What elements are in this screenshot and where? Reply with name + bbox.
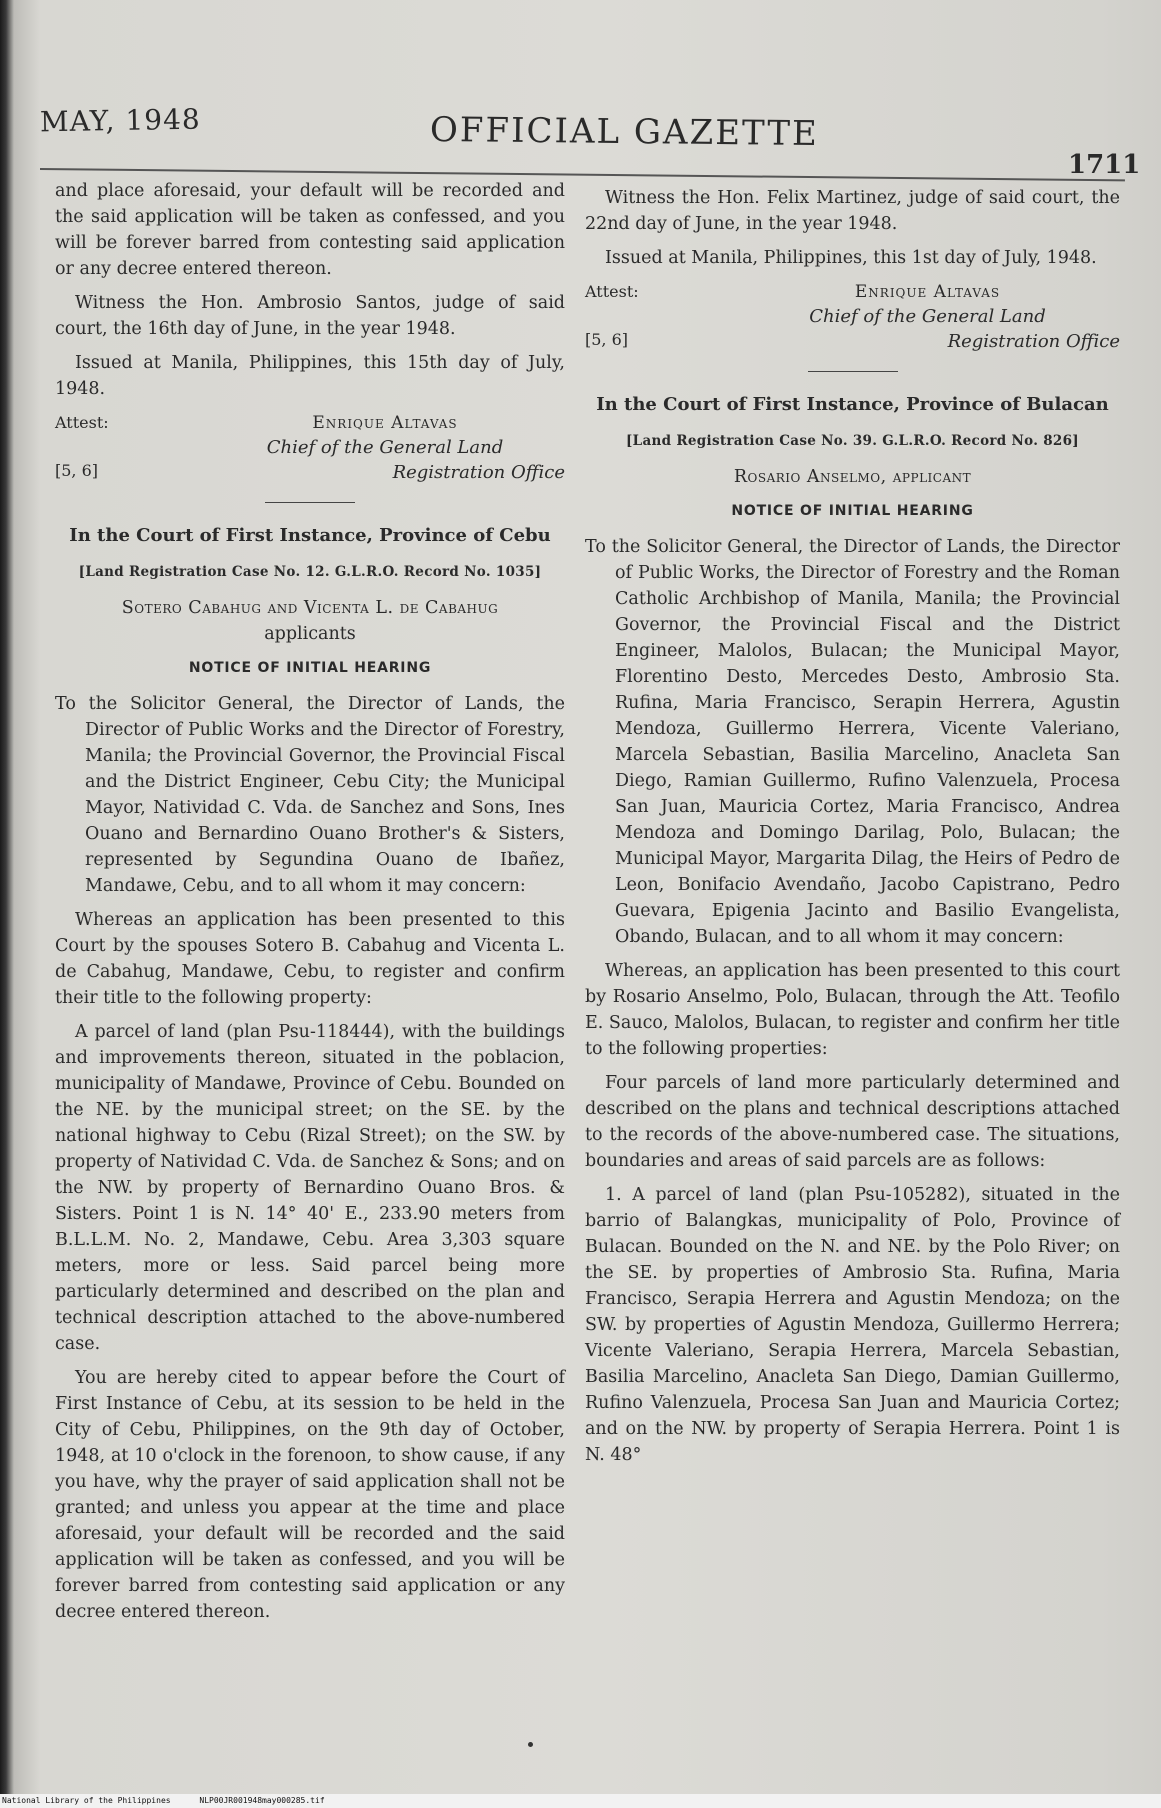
right-registrar-name: Enrique Altavas (854, 282, 1001, 302)
right-attest-block (585, 279, 1120, 355)
left-whereas: Whereas an application has been presented to this Court by the spouses Sotero B. Cabahug and Vicenta L. de Cabahug, Mandawe, Cebu, to register and confirm their title to the following property: (55, 910, 565, 1008)
right-whereas: Whereas, an application has been presented to this court by Rosario Anselmo, Polo, Bulacan, through the Att. Teofilo E. Sauco, Malolos, Bulacan, to register and confirm her title to the following properties: (585, 961, 1120, 1059)
right-section-divider (808, 371, 898, 372)
right-registrar (735, 279, 1120, 355)
footer-filename: NLP00JR001948may000285.tif (199, 1796, 325, 1805)
right-address: To the Solicitor General, the Director of Lands, the Director of Public Works, the Director of Forestry and the Roman Catholic Archbishop of Manila, Manila; the Provincial Governor, the Provincial Fiscal and the District Engineer, Malolos, Bulacan; the Municipal Mayor, Florentino Desto, Mercedes Desto, Ambrosio Sta. Rufina, Maria Francisco, Serapin Herrera, Agustin Mendoza, Guillermo Herrera, Vicente Valeriano, Marcela Sebastian, Basilia Marcelino, Anacleta San Diego, Ramian Guillermo, Rufino Valenzuela, Procesa San Juan, Mauricia Cortez, Maria Francisco, Andrea Mendoza and Domingo Darilag, Polo, Bulacan; the Municipal Mayor, Margarita Dilag, the Heirs of Pedro de Leon, Bonifacio Avendaño, Jacobo Capistrano, Pedro Guevara, Epigenia Jacinto and Basilio Evangelista, Obando, Bulacan, and to all whom it may concern: (585, 537, 1120, 947)
left-intro: and place aforesaid, your default will be recorded and the said application will be taken as confessed, and you will be forever barred from contesting said application or any decree entered thereon. (55, 181, 565, 279)
right-registrar-role2: Registration Office (947, 331, 1120, 352)
footer-library: National Library of the Philippines (2, 1796, 171, 1805)
right-four-parcels: Four parcels of land more particularly determined and described on the plans and technical descriptions attached to the records of the above-numbered case. The situations, boundaries and areas of said parcels are as follows: (585, 1073, 1120, 1171)
header-month: MAY, 1948 (39, 102, 201, 139)
left-registrar (205, 410, 565, 486)
right-parcel-1: 1. A parcel of land (plan Psu-105282), situated in the barrio of Balangkas, municipality of Polo, Province of Bulacan. Bounded on the N. and NE. by the Polo River; on the SE. by properties of Ambrosio Sta. Rufina, Maria Francisco, Serapia Herrera and Agustin Mendoza; on the SW. by properties of Agustin Mendoza, Guillermo Herrera; Vicente Valeriano, Serapia Herrera, Marcela Sebastian, Basilia Marcelino, Anacleta San Diego, Damian Guillermo, Rufino Valenzuela, Procesa San Juan and Mauricia Cortez; and on the NW. by property of Serapia Herrera. Point 1 is N. 48° (585, 1185, 1120, 1465)
left-attest-label: Attest: (55, 413, 109, 432)
page-bullet-mark (528, 1742, 533, 1747)
left-column (55, 178, 565, 1633)
left-court-heading: In the Court of First Instance, Province of Cebu (69, 525, 551, 546)
left-witness: Witness the Hon. Ambrosio Santos, judge of said court, the 16th day of June, in the year 1948. (55, 293, 565, 339)
right-court-heading: In the Court of First Instance, Province of Bulacan (596, 394, 1109, 415)
left-section-divider (265, 502, 355, 503)
right-issued: Issued at Manila, Philippines, this 1st day of July, 1948. (605, 248, 1097, 268)
left-applicants-names: Sotero Cabahug and Vicenta L. de Cabahug (121, 598, 499, 618)
right-notice-heading: NOTICE OF INITIAL HEARING (731, 503, 974, 519)
right-column (585, 185, 1120, 1476)
right-issue-ref: [5, 6] (585, 330, 629, 349)
left-registrar-role1: Chief of the General Land (266, 437, 504, 458)
left-applicants-word: applicants (264, 624, 356, 644)
left-attest-block (55, 410, 565, 486)
right-attest-label: Attest: (585, 282, 639, 301)
right-witness: Witness the Hon. Felix Martinez, judge of said court, the 22nd day of June, in the year 1948. (585, 188, 1120, 234)
page-header (0, 0, 1161, 190)
page-number: 1711 (1068, 150, 1141, 180)
left-parcel: A parcel of land (plan Psu-118444), with the buildings and improvements thereon, situated in the poblacion, municipality of Mandawe, Province of Cebu. Bounded on the NE. by the municipal street; on the SE. by the national highway to Cebu (Rizal Street); on the SW. by property of Natividad C. Vda. de Sanchez & Sons; and on the NW. by property of Bernardino Ouano Bros. & Sisters. Point 1 is N. 14° 40' E., 233.90 meters from B.L.L.M. No. 2, Mandawe, Cebu. Area 3,303 square meters, more or less. Said parcel being more particularly determined and described on the plan and technical description attached to the above-numbered case. (55, 1022, 565, 1354)
left-address: To the Solicitor General, the Director of Lands, the Director of Public Works and the Director of Forestry, Manila; the Provincial Governor, the Provincial Fiscal and the District Engineer, Cebu City; the Municipal Mayor, Natividad C. Vda. de Sanchez and Sons, Ines Ouano and Bernardino Ouano Brother's & Sisters, represented by Segundina Ouano de Ibañez, Mandawe, Cebu, and to all whom it may concern: (55, 694, 565, 896)
left-issued: Issued at Manila, Philippines, this 15th day of July, 1948. (55, 353, 565, 399)
left-cited: You are hereby cited to appear before the Court of First Instance of Cebu, at its session to be held in the City of Cebu, Philippines, on the 9th day of October, 1948, at 10 o'clock in the forenoon, to show cause, if any you have, why the prayer of said application shall not be granted; and unless you appear at the time and place aforesaid, your default will be recorded and the said application will be taken as confessed, and you will be forever barred from contesting said application or any decree entered thereon. (55, 1368, 565, 1622)
left-case-number: [Land Registration Case No. 12. G.L.R.O. Record No. 1035] (78, 564, 542, 580)
header-title: OFFICIAL GAZETTE (429, 109, 820, 155)
left-issue-ref: [5, 6] (55, 461, 99, 480)
right-applicant: Rosario Anselmo, applicant (733, 467, 972, 487)
left-registrar-role2: Registration Office (392, 462, 565, 483)
left-notice-heading: NOTICE OF INITIAL HEARING (188, 660, 432, 676)
right-case-number: [Land Registration Case No. 39. G.L.R.O. Record No. 826] (626, 433, 1079, 449)
left-registrar-name: Enrique Altavas (312, 413, 458, 433)
right-registrar-role1: Chief of the General Land (809, 306, 1046, 327)
scan-footer (0, 1794, 1161, 1808)
